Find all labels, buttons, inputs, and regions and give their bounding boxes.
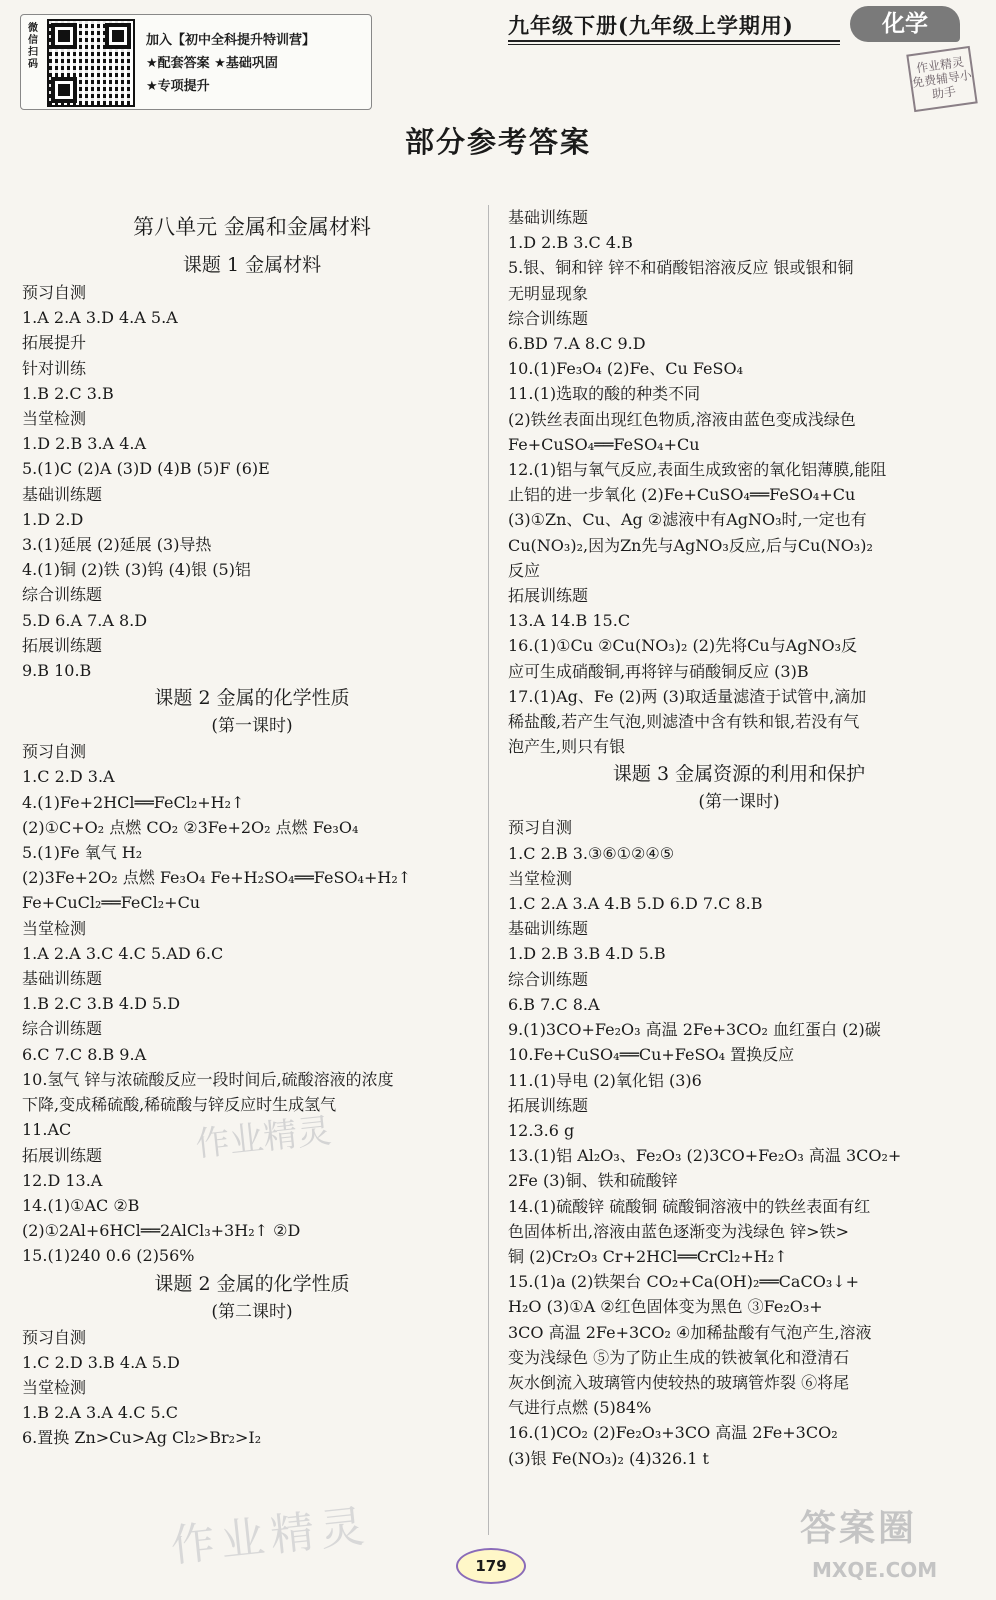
answer-line: 灰水倒流入玻璃管内使较热的玻璃管炸裂 ⑥将尾: [508, 1372, 850, 1392]
answer-line: 综合训练题: [22, 585, 103, 605]
answer-line: 当堂检测: [22, 1377, 87, 1397]
header-promo-box: [20, 14, 372, 110]
topic-heading: 课题 2 金属的化学性质: [154, 687, 350, 710]
header-rule: [508, 40, 840, 42]
answer-line: 13.A 14.B 15.C: [508, 611, 631, 631]
answer-line: 1.C 2.A 3.A 4.B 5.D 6.D 7.C 8.B: [508, 894, 763, 914]
answer-line: 预习自测: [22, 742, 87, 762]
answer-line: 泡产生,则只有银: [508, 737, 626, 757]
watermark-left: 作业精灵: [168, 1500, 373, 1573]
answer-line: 14.(1)①AC ②B: [22, 1195, 140, 1215]
answer-line: 稀盐酸,若产生气泡,则滤渣中含有铁和银,若没有气: [508, 712, 860, 732]
period-heading: (第一课时): [698, 792, 780, 813]
answer-line: 当堂检测: [508, 868, 573, 888]
answer-line: 下降,变成稀硫酸,稀硫酸与锌反应时生成氢气: [22, 1095, 337, 1115]
answer-line: Fe+CuCl₂══FeCl₂+Cu: [22, 893, 201, 913]
answer-line: 色固体析出,溶液由蓝色逐渐变为浅绿色 锌>铁>: [508, 1221, 849, 1241]
answer-line: 当堂检测: [22, 918, 87, 938]
answer-line: 10.氢气 锌与浓硫酸反应一段时间后,硫酸溶液的浓度: [22, 1069, 394, 1089]
answer-line: 14.(1)硫酸锌 硫酸铜 硫酸铜溶液中的铁丝表面有红: [508, 1196, 871, 1216]
right-column: [508, 205, 970, 1471]
answer-line: (2)铁丝表面出现红色物质,溶液由蓝色变成浅绿色: [508, 409, 856, 429]
answer-line: 1.B 2.C 3.B: [22, 383, 114, 403]
answer-line: 1.C 2.D 3.B 4.A 5.D: [22, 1352, 180, 1372]
answer-line: 拓展训练题: [508, 1095, 589, 1115]
answer-line: 5.银、铜和锌 锌不和硝酸铝溶液反应 银或银和铜: [508, 258, 854, 278]
answer-line: 1.C 2.B 3.③⑥①②④⑤: [508, 843, 675, 863]
scan-label: 微信扫码: [28, 23, 38, 70]
answer-line: 2Fe (3)铜、铁和硫酸锌: [508, 1171, 678, 1191]
answer-line: 4.(1)Fe+2HCl══FeCl₂+H₂↑: [22, 792, 245, 812]
answer-line: 基础训练题: [22, 969, 103, 989]
topic-heading: 课题 3 金属资源的利用和保护: [612, 763, 866, 786]
answer-line: 1.D 2.B 3.A 4.A: [22, 434, 147, 454]
grade-label: 九年级下册(九年级上学期用): [508, 13, 794, 38]
period-heading: (第二课时): [211, 1301, 293, 1322]
answer-line: 12.(1)铝与氧气反应,表面生成致密的氧化铝薄膜,能阻: [508, 460, 887, 480]
answer-line: 3CO 高温 2Fe+3CO₂ ④加稀盐酸有气泡产生,溶液: [508, 1322, 872, 1342]
promo-features-2: ★专项提升: [146, 79, 210, 94]
answer-line: (2)①2Al+6HCl══2AlCl₃+3H₂↑ ②D: [22, 1221, 301, 1241]
answer-line: 6.C 7.C 8.B 9.A: [22, 1044, 147, 1064]
answer-line: 6.BD 7.A 8.C 9.D: [508, 334, 646, 354]
answer-line: 预习自测: [508, 818, 573, 838]
answer-line: 当堂检测: [22, 409, 87, 429]
answer-line: 1.A 2.A 3.C 4.C 5.AD 6.C: [22, 943, 224, 963]
header-rule: [508, 44, 840, 45]
qr-corner: [105, 23, 131, 49]
left-column: [22, 208, 482, 1451]
answer-line: 应可生成硝酸铜,再将锌与硝酸铜反应 (3)B: [508, 661, 809, 681]
answer-line: 6.置换 Zn>Cu>Ag Cl₂>Br₂>I₂: [22, 1428, 262, 1448]
answer-line: 综合训练题: [22, 1019, 103, 1039]
answer-line: 9.(1)3CO+Fe₂O₃ 高温 2Fe+3CO₂ 血红蛋白 (2)碳: [508, 1020, 881, 1040]
answer-line: 综合训练题: [508, 969, 589, 989]
answer-line: 11.(1)导电 (2)氧化铝 (3)6: [508, 1070, 702, 1090]
answer-line: 4.(1)铜 (2)铁 (3)钨 (4)银 (5)铝: [22, 560, 251, 580]
answer-line: 拓展训练题: [22, 635, 103, 655]
answer-line: 铜 (2)Cr₂O₃ Cr+2HCl══CrCl₂+H₂↑: [508, 1246, 788, 1266]
section-heading: 第八单元 金属和金属材料: [133, 215, 371, 239]
answer-line: (3)①Zn、Cu、Ag ②滤液中有AgNO₃时,一定也有: [508, 510, 867, 530]
answer-line: 13.(1)铝 Al₂O₃、Fe₂O₃ (2)3CO+Fe₂O₃ 高温 3CO₂+: [508, 1146, 902, 1166]
answer-line: 1.C 2.D 3.A: [22, 767, 115, 787]
answer-line: 16.(1)①Cu ②Cu(NO₃)₂ (2)先将Cu与AgNO₃反: [508, 636, 858, 656]
answer-line: 1.A 2.A 3.D 4.A 5.A: [22, 308, 178, 328]
answer-line: 9.B 10.B: [22, 661, 92, 681]
answer-line: 1.D 2.B 3.C 4.B: [508, 233, 633, 253]
topic-heading: 课题 2 金属的化学性质: [154, 1272, 350, 1295]
answer-line: 综合训练题: [508, 308, 589, 328]
answer-line: Cu(NO₃)₂,因为Zn先与AgNO₃反应,后与Cu(NO₃)₂: [508, 535, 873, 555]
qr-code-icon[interactable]: [47, 19, 135, 107]
answer-line: 基础训练题: [508, 919, 589, 939]
promo-features-1: ★配套答案 ★基础巩固: [146, 56, 278, 71]
column-divider: [488, 205, 489, 1535]
answer-line: 预习自测: [22, 283, 87, 302]
watermark-url: MXQE.COM: [812, 1558, 938, 1582]
watermark-mid: 作业精灵: [193, 1110, 334, 1165]
answer-line: 基础训练题: [508, 208, 589, 227]
answer-line: 11.AC: [22, 1120, 72, 1140]
page-number: 179: [456, 1548, 526, 1584]
answer-line: 6.B 7.C 8.A: [508, 994, 600, 1014]
answer-line: 1.B 2.C 3.B 4.D 5.D: [22, 994, 181, 1014]
answer-line: 1.D 2.B 3.B 4.D 5.B: [508, 944, 666, 964]
answer-line: 5.D 6.A 7.A 8.D: [22, 610, 148, 630]
answer-line: H₂O (3)①A ②红色固体变为黑色 ③Fe₂O₃+: [508, 1297, 823, 1317]
answer-line: (2)3Fe+2O₂ 点燃 Fe₃O₄ Fe+H₂SO₄══FeSO₄+H₂↑: [22, 868, 412, 888]
answer-line: 17.(1)Ag、Fe (2)两 (3)取适量滤渣于试管中,滴加: [508, 686, 867, 706]
answer-line: 1.B 2.A 3.A 4.C 5.C: [22, 1403, 179, 1423]
topic-heading: 课题 1 金属材料: [182, 254, 322, 276]
qr-corner: [51, 77, 77, 103]
answer-line: 1.D 2.D: [22, 509, 84, 529]
answer-line: 15.(1)240 0.6 (2)56%: [22, 1246, 195, 1266]
answer-line: 11.(1)选取的酸的种类不同: [508, 384, 701, 404]
answer-line: Fe+CuSO₄══FeSO₄+Cu: [508, 434, 700, 454]
answer-line: (3)银 Fe(NO₃)₂ (4)326.1 t: [508, 1448, 709, 1468]
answer-line: 拓展训练题: [22, 1145, 103, 1165]
answer-line: 10.(1)Fe₃O₄ (2)Fe、Cu FeSO₄: [508, 359, 744, 379]
answer-line: 预习自测: [22, 1327, 87, 1347]
subject-badge: 化学: [850, 6, 960, 42]
answer-line: 15.(1)a (2)铁架台 CO₂+Ca(OH)₂══CaCO₃↓+: [508, 1272, 860, 1292]
answer-line: 拓展提升: [22, 333, 87, 353]
answer-line: 5.(1)C (2)A (3)D (4)B (5)F (6)E: [22, 459, 270, 479]
answer-line: 无明显现象: [508, 283, 589, 303]
answer-line: 12.D 13.A: [22, 1170, 103, 1190]
answer-line: 止铝的进一步氧化 (2)Fe+CuSO₄══FeSO₄+Cu: [508, 485, 856, 505]
answer-line: 12.3.6 g: [508, 1120, 575, 1140]
answer-line: (2)①C+O₂ 点燃 CO₂ ②3Fe+2O₂ 点燃 Fe₃O₄: [22, 817, 359, 837]
answer-line: 5.(1)Fe 氧气 H₂: [22, 843, 143, 863]
watermark-brand: 答案圈: [800, 1507, 918, 1549]
answer-line: 变为浅绿色 ⑤为了防止生成的铁被氧化和澄清石: [508, 1347, 850, 1367]
period-heading: (第一课时): [211, 716, 293, 737]
answer-line: 气进行点燃 (5)84%: [508, 1398, 652, 1418]
answer-line: 基础训练题: [22, 484, 103, 504]
answer-line: 反应: [508, 560, 541, 580]
page-title: 部分参考答案: [404, 125, 591, 159]
answer-line: 针对训练: [22, 358, 87, 378]
stamp-logo: 作业精灵 免费辅导小助手: [906, 46, 977, 112]
qr-corner: [51, 23, 77, 49]
promo-join: 加入【初中全科提升特训营】: [146, 33, 316, 48]
answer-line: 3.(1)延展 (2)延展 (3)导热: [22, 535, 212, 555]
promo-text: [146, 29, 315, 98]
answer-line: 拓展训练题: [508, 586, 589, 606]
answer-line: 16.(1)CO₂ (2)Fe₂O₃+3CO 高温 2Fe+3CO₂: [508, 1423, 838, 1443]
answer-line: 10.Fe+CuSO₄══Cu+FeSO₄ 置换反应: [508, 1045, 795, 1065]
